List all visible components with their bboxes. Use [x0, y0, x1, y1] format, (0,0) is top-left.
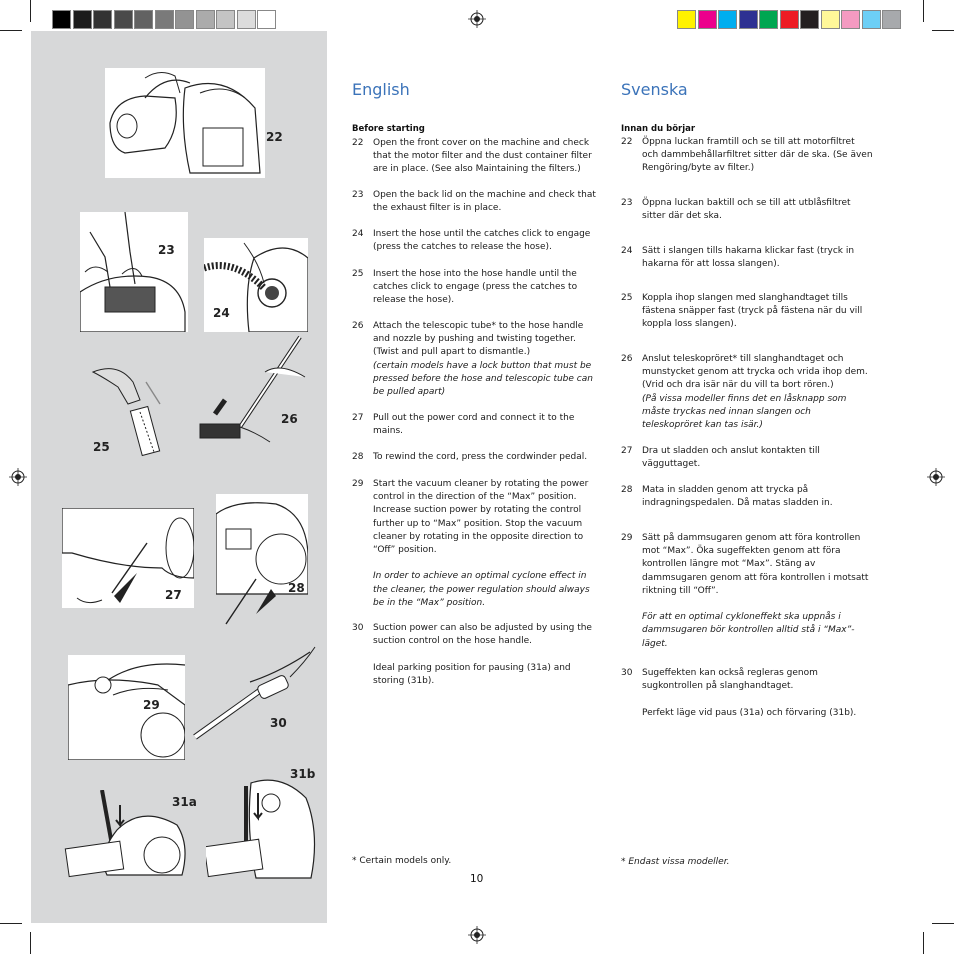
step-number: 26: [352, 321, 364, 331]
step-text: Sätt i slangen tills hakarna klickar fast (tryck in hakarna för att lossa slangen).: [642, 246, 855, 270]
color-swatch: [237, 10, 256, 29]
color-swatch: [882, 10, 901, 29]
color-swatch: [698, 10, 717, 29]
color-swatch: [841, 10, 860, 29]
figure-number: 31a: [172, 795, 197, 809]
telescopic-tube-illustration: [195, 332, 320, 452]
step-text: Öppna luckan framtill och se till att motorfiltret och dammbehållarfiltret sitter där de ska. (Se även Rengöring/byte av filter.): [642, 137, 873, 174]
color-swatch: [739, 10, 758, 29]
step-text: Dra ut sladden och anslut kontakten till vägguttaget.: [642, 446, 820, 470]
step-text: Öppna luckan baktill och se till att utblåsfiltret sitter där det ska.: [642, 198, 851, 222]
step-number: 29: [621, 533, 633, 543]
registration-mark-icon: [468, 10, 486, 28]
color-swatch: [718, 10, 737, 29]
page-number: 10: [470, 873, 484, 885]
step-extra: Ideal parking position for pausing (31a) and storing (31b).: [373, 662, 571, 686]
color-swatch: [196, 10, 215, 29]
crop-mark: [923, 0, 924, 22]
color-swatch: [155, 10, 174, 29]
hose-handle-suction-illustration: [190, 642, 318, 742]
registration-mark-icon: [927, 468, 945, 486]
step-note: För att en optimal cykloneffekt ska uppnås i dammsugaren bör kontrollen alltid stå i “Max”-läget.: [642, 612, 855, 649]
step-number: 22: [352, 138, 364, 148]
crop-mark: [932, 30, 954, 31]
figure-number: 27: [165, 588, 182, 602]
registration-mark-icon: [9, 468, 27, 486]
english-footnote: * Certain models only.: [352, 856, 452, 866]
color-swatch: [677, 10, 696, 29]
color-swatch: [780, 10, 799, 29]
color-swatch: [759, 10, 778, 29]
figure-number: 30: [270, 716, 287, 730]
step-number: 28: [352, 452, 364, 462]
step-extra: Perfekt läge vid paus (31a) och förvaring (31b).: [642, 707, 857, 718]
color-swatch: [73, 10, 92, 29]
figure-number: 29: [143, 698, 160, 712]
step-number: 22: [621, 137, 633, 147]
step-text: Sugeffekten kan också regleras genom sugkontrollen på slanghandtaget.: [642, 668, 818, 692]
color-swatch: [114, 10, 133, 29]
step-text: Sätt på dammsugaren genom att föra kontrollen mot “Max”. Öka sugeffekten genom att föra kontrollen längre mot “Max”. Stäng av dammsugaren genom att föra kontrollen i motsatt riktning till “Off”.: [642, 533, 869, 596]
step-number: 24: [352, 229, 364, 239]
crop-mark: [923, 932, 924, 954]
step-text: Attach the telescopic tube* to the hose handle and nozzle by pushing and twisting together. (Twist and pull apart to dismantle.): [373, 321, 584, 358]
figure-number: 31b: [290, 767, 316, 781]
step-text: Insert the hose into the hose handle until the catches click to engage (press the catches to release the hose).: [373, 269, 578, 306]
vacuum-back-lid-illustration: [80, 212, 188, 332]
color-swatch: [175, 10, 194, 29]
color-swatch: [800, 10, 819, 29]
step-text: Pull out the power cord and connect it to the mains.: [373, 413, 575, 437]
figure-number: 22: [266, 130, 283, 144]
figure-number: 28: [288, 581, 305, 595]
step-text: Open the front cover on the machine and check that the motor filter and the dust container filter are in place. (See also Maintaining the filters.): [373, 138, 592, 175]
cord-rewind-illustration: [216, 494, 308, 634]
crop-mark: [0, 923, 22, 924]
color-swatch: [93, 10, 112, 29]
parking-position-illustration: [62, 790, 190, 880]
figure-number: 23: [158, 243, 175, 257]
crop-mark: [30, 0, 31, 22]
vacuum-front-cover-illustration: [105, 68, 265, 178]
english-subheading: Before starting: [352, 124, 425, 134]
color-swatch: [52, 10, 71, 29]
step-number: 25: [352, 269, 364, 279]
color-swatch: [862, 10, 881, 29]
step-number: 27: [621, 446, 633, 456]
color-swatch: [821, 10, 840, 29]
step-note: In order to achieve an optimal cyclone effect in the cleaner, the power regulation should always be in the “Max” position.: [373, 571, 590, 608]
crop-mark: [932, 923, 954, 924]
step-number: 29: [352, 479, 364, 489]
svenska-footnote: * Endast vissa modeller.: [621, 857, 730, 867]
power-control-illustration: [68, 655, 185, 760]
step-number: 27: [352, 413, 364, 423]
figure-number: 25: [93, 440, 110, 454]
english-heading: English: [352, 80, 410, 99]
step-number: 28: [621, 485, 633, 495]
step-number: 30: [352, 623, 364, 633]
crop-mark: [30, 932, 31, 954]
color-swatch: [216, 10, 235, 29]
color-swatch: [134, 10, 153, 29]
step-number: 25: [621, 293, 633, 303]
svenska-subheading: Innan du börjar: [621, 124, 696, 134]
step-text: Anslut teleskopröret* till slanghandtaget och munstycket genom att trycka och vrida ihop dem. (Vrid och dra isär när du vill ta bort rören.): [642, 354, 868, 391]
figure-number: 24: [213, 306, 230, 320]
color-swatch: [257, 10, 276, 29]
step-text: Mata in sladden genom att trycka på indragningspedalen. Då matas sladden in.: [642, 485, 833, 509]
step-number: 26: [621, 354, 633, 364]
crop-mark: [0, 30, 22, 31]
step-text: Start the vacuum cleaner by rotating the power control in the direction of the “Max” position. Increase suction power by rotating the control further up to “Max” position. Stop the vacuum cleaner by rotating in the opposite direction to “Off” position.: [373, 479, 589, 556]
step-number: 23: [621, 198, 633, 208]
registration-mark-icon: [468, 926, 486, 944]
step-note: (På vissa modeller finns det en låsknapp som måste tryckas ned innan slangen och teleskopröret kan tas isär.): [642, 393, 847, 431]
step-text: Suction power can also be adjusted by using the suction control on the hose handle.: [373, 623, 592, 647]
step-text: Open the back lid on the machine and check that the exhaust filter is in place.: [373, 190, 596, 214]
step-note: (certain models have a lock button that must be pressed before the hose and telescopic tube can be pulled apart): [373, 360, 593, 398]
figure-number: 26: [281, 412, 298, 426]
step-text: Insert the hose until the catches click to engage (press the catches to release the hose).: [373, 229, 591, 253]
storage-position-illustration: [206, 778, 320, 882]
step-number: 23: [352, 190, 364, 200]
svenska-heading: Svenska: [621, 80, 688, 99]
step-number: 30: [621, 668, 633, 678]
step-text: To rewind the cord, press the cordwinder pedal.: [373, 452, 588, 462]
step-text: Koppla ihop slangen med slanghandtaget tills fästena snäpper fast (tryck på fästena när du vill koppla loss slangen).: [642, 293, 863, 330]
step-number: 24: [621, 246, 633, 256]
